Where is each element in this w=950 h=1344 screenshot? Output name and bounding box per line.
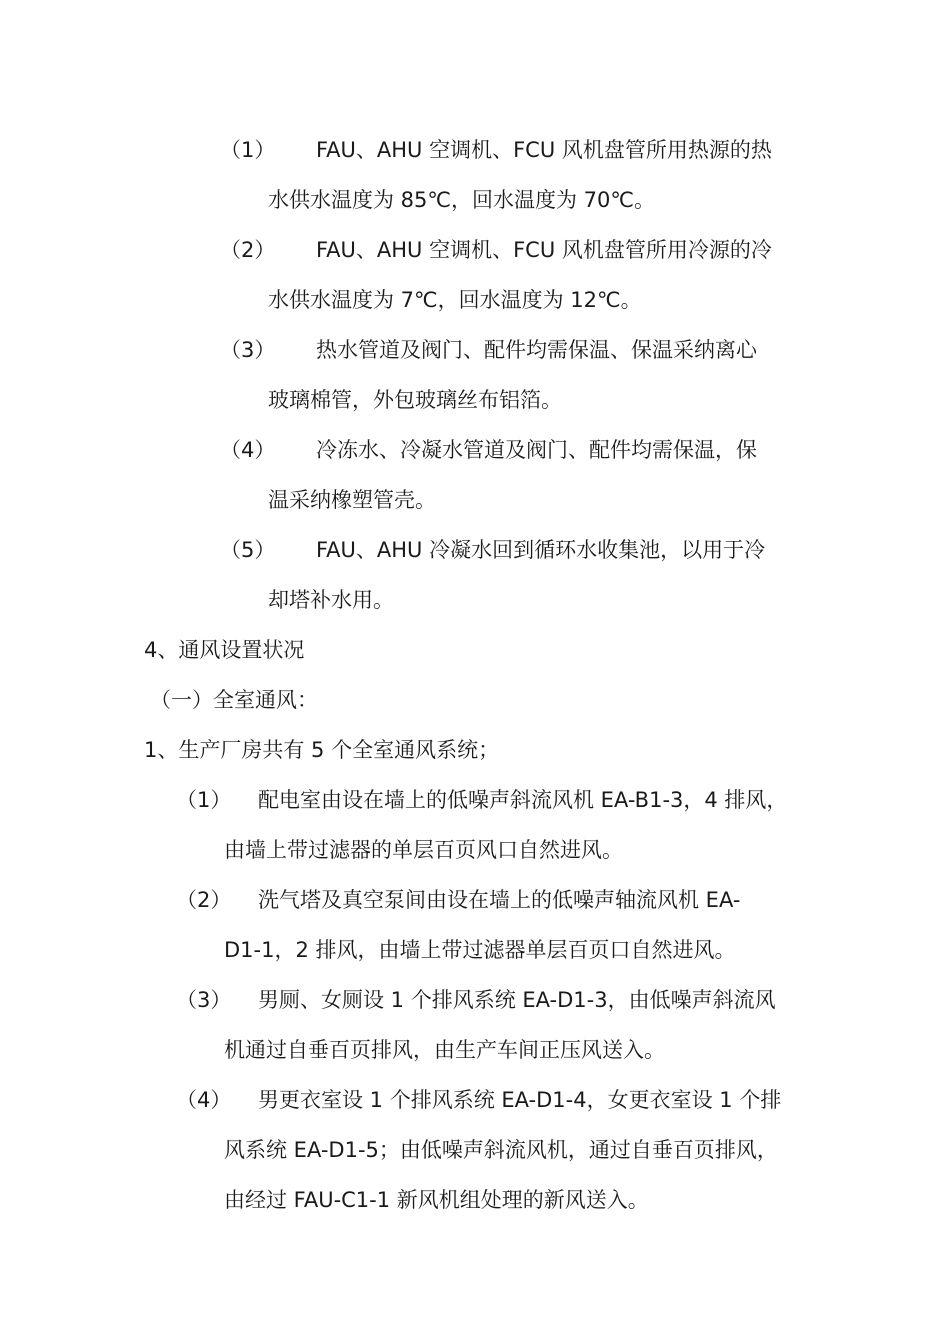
- item-text: 水供水温度为 7℃，回水温度为 12℃。: [268, 288, 642, 312]
- item-number: （2）: [220, 238, 276, 262]
- item-number: （4）: [176, 1088, 232, 1112]
- item-text: FAU、AHU 空调机、FCU 风机盘管所用热源的热: [316, 138, 772, 162]
- item-number: （1）: [220, 138, 276, 162]
- sub-heading: （一）全室通风：: [150, 688, 318, 712]
- item-number: （3）: [176, 988, 232, 1012]
- item-text: 洗气塔及真空泵间由设在墙上的低噪声轴流风机 EA-: [258, 888, 741, 912]
- item-text: 由墙上带过滤器的单层百页风口自然进风。: [224, 838, 623, 862]
- item-text: 风系统 EA-D1-5；由低噪声斜流风机，通过自垂百页排风，: [224, 1138, 778, 1162]
- item-text: 却塔补水用。: [268, 588, 394, 612]
- item-text: 温采纳橡塑管壳。: [268, 488, 436, 512]
- item-text: 冷冻水、冷凝水管道及阀门、配件均需保温，保: [316, 438, 757, 462]
- paragraph: 1、生产厂房共有 5 个全室通风系统；: [144, 738, 500, 762]
- item-text: 男厕、女厕设 1 个排风系统 EA-D1-3，由低噪声斜流风: [258, 988, 776, 1012]
- item-number: （2）: [176, 888, 232, 912]
- item-text: D1-1，2 排风，由墙上带过滤器单层百页口自然进风。: [224, 938, 736, 962]
- item-text: 玻璃棉管，外包玻璃丝布铝箔。: [268, 388, 562, 412]
- item-text: 机通过自垂百页排风，由生产车间正压风送入。: [224, 1038, 665, 1062]
- item-text: 男更衣室设 1 个排风系统 EA-D1-4，女更衣室设 1 个排: [258, 1088, 782, 1112]
- item-number: （4）: [220, 438, 276, 462]
- item-text: 热水管道及阀门、配件均需保温、保温采纳离心: [316, 338, 757, 362]
- item-text: FAU、AHU 冷凝水回到循环水收集池，以用于冷: [316, 538, 766, 562]
- item-number: （3）: [220, 338, 276, 362]
- item-text: 由经过 FAU-C1-1 新风机组处理的新风送入。: [224, 1188, 649, 1212]
- item-number: （5）: [220, 538, 276, 562]
- item-text: 配电室由设在墙上的低噪声斜流风机 EA-B1-3，4 排风，: [258, 788, 788, 812]
- item-text: FAU、AHU 空调机、FCU 风机盘管所用冷源的冷: [316, 238, 772, 262]
- item-number: （1）: [176, 788, 232, 812]
- item-text: 水供水温度为 85℃，回水温度为 70℃。: [268, 188, 655, 212]
- section-heading: 4、通风设置状况: [144, 638, 305, 662]
